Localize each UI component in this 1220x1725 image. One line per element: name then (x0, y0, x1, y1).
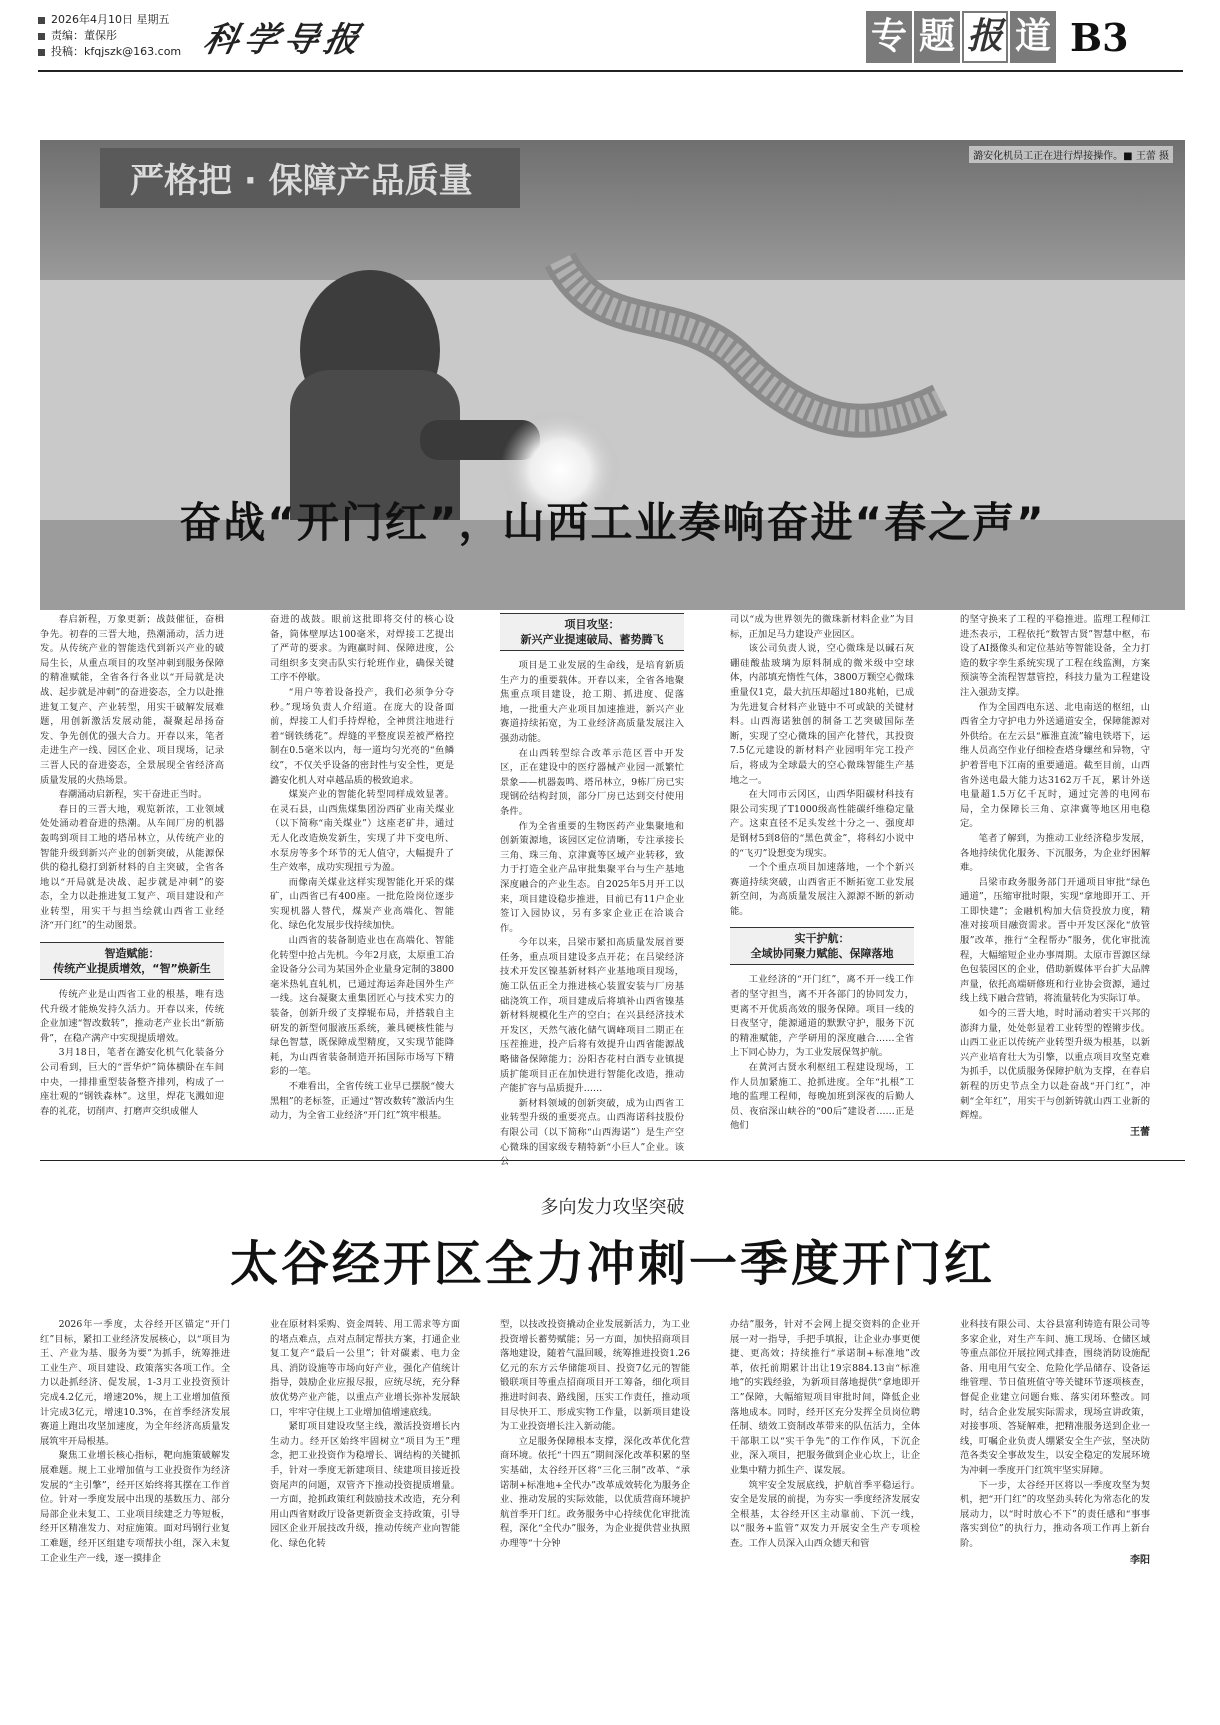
paragraph: 传统产业是山西省工业的根基，唯有迭代升级才能焕发持久活力。开春以来，传统企业加速“智改数转”，推动老产业长出“新筋骨”，在稳产满产中实现提质增效。 (40, 989, 224, 1044)
paragraph: 今年以来，吕梁市紧扣高质量发展首要任务，重点项目建设多点开花；在吕梁经济技术开发区镍基新材料产业基地项目现场，施工队伍正全力推进核心装置安装与厂房基础浇筑工作，项目建成后将填补山西省镍基新材料规模化生产的空白；在兴县经济技术开发区，天然气液化储气调峰项目二期正在压茬推进，投产后将有效提升山西省能源战略储备保障能力；汾阳杏花村白酒专业镇提质扩能项目正在加快进行智能化改造，推动产能扩容与品质提升…… (500, 937, 684, 1095)
subheading-subtitle: 传统产业提质增效，“智”焕新生 (53, 962, 211, 976)
photo-caption: 潞安化机员工正在进行焊接操作。■ 王蕾 摄 (969, 146, 1173, 163)
article2-column-4 (730, 1318, 920, 1552)
paragraph: 新材料领域的创新突破，成为山西省工业转型升级的重要亮点。山西海诺科技股份有限公司（以下简称“山西海诺”）是生产空心微珠的国家级专精特新“小巨人”企业。该公 (500, 1097, 684, 1168)
paragraph: 吕梁市政务服务部门开通项目审批“绿色通道”，压缩审批时限，实现“拿地即开工、开工即快建”；金融机构加大信贷投放力度，精准对接项目融资需求。晋中开发区深化“放管服”改革，推行“全程帮办”服务，优化审批流程，大幅缩短企业办事周期。太原市晋源区绿色包装园区的企业，借助新媒体平台扩大品牌声量，依托高端研修班和行业协会资源，通过线上线下融合营销，将流量转化为实际订单。 (960, 876, 1150, 1005)
article2-column-3 (500, 1318, 690, 1552)
article1-byline: 王蕾 (1130, 1126, 1150, 1138)
bullet-square-icon (38, 17, 45, 24)
subheading-title: 项目攻坚： (564, 618, 620, 631)
paragraph: 业在原材料采购、资金周转、用工需求等方面的堵点难点，点对点制定帮扶方案，打通企业复工复产“最后一公里”；针对碳素、电力金具、消防设施等市场向好产业，强化产值统计指导，鼓励企业应报尽报，应统尽统，充分释放优势产业产能，以重点产业增长弥补发展缺口，牢牢守住规上工业增加值增速底线。 (270, 1319, 460, 1418)
paragraph: 煤炭产业的智能化转型同样成效显著。在灵石县，山西焦煤集团汾西矿业南关煤业（以下简称“南关煤业”）这座老矿井，通过无人化改造焕发新生，实现了井下变电所、水泵房等多个环节的无人值守，大幅提升了生产效率，成功实现扭亏为盈。 (270, 789, 454, 874)
paragraph: 笔者了解到，为推动工业经济稳步发展，各地持续优化服务、下沉服务，为企业纾困解难。 (960, 832, 1150, 874)
issue-meta (38, 12, 181, 60)
paragraph: 型，以技改投资撬动企业发展新活力，为工业投资增长蓄势赋能；另一方面，加快招商项目落地建设，随着气温回暖，统筹推进投资1.26亿元的东方云华储能项目、投资7亿元的智能锻联项目等重点招商项目开工筹备，细化项目推进时间表、路线图，压实工作责任，推动项目尽快开工、形成实物工作量，以新项目建设为工业投资增长注入新动能。 (500, 1319, 690, 1433)
issue-date: 2026年4月10日 星期五 (51, 13, 170, 26)
newspaper-logo: 科学导报 (200, 20, 369, 60)
article1-column-5 (960, 613, 1150, 1140)
subheading-subtitle: 新兴产业提速破局、蓄势腾飞 (520, 633, 664, 646)
paragraph: 工业经济的“开门红”，离不开一线工作者的坚守担当，离不开各部门的协同发力，更离不开优质高效的服务保障。项目一线的日夜坚守，能源通道的默默守护，服务下沉的精准赋能，产学研用的深度融合……全省上下同心协力，为工业发展保驾护航。 (730, 974, 914, 1059)
paragraph: 办结”服务，针对不会网上提交资料的企业开展一对一指导，手把手填报，让企业办事更便捷、更高效；持续推行“承诺制+标准地”改革，依托前期累计出让19宗884.13亩“标准地”的实践经验，为新项目落地提供“拿地即开工”保障，大幅缩短项目审批时间，降低企业落地成本。同时，经开区充分发挥全员岗位聘任制、绩效工资制改革带来的队伍活力，全体干部职工以“实干争先”的工作作风，下沉企业，深入项目，把服务做到企业心坎上，让企业集中精力抓生产、谋发展。 (730, 1319, 920, 1476)
section-char: 专 (866, 11, 912, 63)
subheading-subtitle: 全域协同聚力赋能、保障落地 (750, 947, 894, 961)
paragraph: “用户等着设备投产，我们必须争分夺秒。”现场负责人介绍道。在庞大的设备面前，焊接工人们手持焊枪，全神贯注地进行着“钢铁绣花”。焊缝的平整度误差被严格控制在0.5毫米以内，每一道均匀光亮的“鱼鳞纹”，不仅关乎设备的密封性与安全性，更是潞安化机人对卓越品质的极致追求。 (270, 686, 454, 786)
paragraph: 而像南关煤业这样实现智能化开采的煤矿，山西省已有400座。一批危险岗位逐步实现机器人替代，煤炭产业高端化、智能化、绿色化发展步伐持续加快。 (270, 876, 454, 932)
article2-column-1 (40, 1318, 230, 1566)
article1-column-3 (500, 613, 684, 1170)
paragraph: 如今的三晋大地，时时涌动着实干兴邦的澎湃力量，处处彰显着工业转型的铿锵步伐。山西工业正以传统产业转型升级为根基，以新兴产业培育壮大为引擎，以重点项目攻坚克难为抓手，以优质服务保障护航为支撑，在春启新程的历史节点全力以赴奋战“开门红”，冲刺“全年红”，用实干与创新铸就山西工业新的辉煌。 (960, 1008, 1150, 1122)
bullet-square-icon (38, 49, 45, 56)
page-number: B3 (1070, 14, 1129, 60)
subheading-smart-manufacturing (40, 942, 224, 980)
article1-headline: 奋战“开门红”，山西工业奏响奋进“春之声” (179, 498, 1046, 547)
submission-email: 投稿：kfqjszk@163.com (51, 45, 182, 58)
paragraph: 在黄河古贤水利枢纽工程建设现场，工作人员加紧施工、抢抓进度。全年“扎根”工地的监理工程师，每晚加班到深夜的后勤人员、夜宿深山峡谷的“00后”建设者……正是他们 (730, 1062, 914, 1132)
paragraph: 项目是工业发展的生命线，是培育新质生产力的重要载体。开春以来，全省各地聚焦重点项目建设，抢工期、抓进度、促落地，一批重大产业项目加速推进，新兴产业赛道持续拓宽，为工业经济高质量发展注入强劲动能。 (500, 660, 684, 744)
section-header (866, 8, 1166, 66)
paragraph: 紧盯项目建设攻坚主线，激活投资增长内生动力。经开区始终牢固树立“项目为王”理念，把工业投资作为稳增长、调结构的关键抓手，针对一季度无新建项目、续建项目接近投资尾声的问题，双管齐下推动投资提质增量。一方面，抢抓政策红利鼓励技术改造，充分利用山西省财政厅设备更新资金支持政策，引导园区企业开展技改升级，推动传统产业向智能化、绿色化转 (270, 1421, 460, 1549)
paragraph: 春启新程，万象更新；战鼓催征，奋楫争先。初春的三晋大地，热潮涌动，活力迸发。从传统产业的智能迭代到新兴产业的破局生长，从重点项目的攻坚冲刺到服务保障的精准赋能，全省各行各业以“开局就是决战、起步就是冲刺”的奋进姿态，全力以赴推进复工复产、产业转型，用实干破解发展难题，用创新激活发展动能，凝聚起昂扬奋发、争先创优的强大合力。开春以来，笔者走进生产一线、园区企业、项目现场，记录三晋人民的奋进姿态，全景展现全省经济高质量发展的火热场景。 (40, 614, 224, 786)
article1-column-4 (730, 613, 914, 1134)
paragraph: 春潮涌动启新程，实干奋进正当时。 (58, 789, 208, 801)
article2-column-2 (270, 1318, 460, 1552)
paragraph: 在大同市云冈区，山西华阳碳材科技有限公司实现了T1000级高性能碳纤维稳定量产。这束直径不足头发丝十分之一、强度却是钢材5到8倍的“黑色黄金”，将科幻小说中的“飞刃”设想变为现实。 (730, 789, 914, 859)
paragraph: 在山西转型综合改革示范区晋中开发区，正在建设中的医疗器械产业园一派繁忙景象——机器轰鸣、塔吊林立，9栋厂房已实现钢砼结构封顶，部分厂房已达到交付使用条件。 (500, 747, 684, 817)
article1-column-1 (40, 613, 224, 1119)
paragraph: 不难看出，全省传统工业早已摆脱“傻大黑粗”的老标签，正通过“智改数转”激活内生动力，为全省工业经济“开门红”筑牢根基。 (270, 1081, 454, 1122)
paragraph: 筑牢安全发展底线，护航首季平稳运行。安全是发展的前提，为夯实一季度经济发展安全根基，太谷经开区主动靠前、下沉一线，以“服务+监管”双发力开展安全生产专项检查。工作人员深入山西众德天和管 (730, 1479, 920, 1549)
middle-rule (40, 1160, 1185, 1161)
section-char: 报 (962, 11, 1008, 63)
paragraph: 立足服务保障根本支撑，深化改革优化营商环境。依托“十四五”期间深化改革积累的坚实基础，太谷经开区将“三化三制”改革、“承诺制+标准地+全代办”改革成效转化为服务企业、推动发展的实际效能，以优质营商环境护航首季开门红。政务服务中心持续优化审批流程，深化“全代办”服务，为企业提供营业执照办理等“十分钟 (500, 1435, 690, 1549)
subheading-service-guarantee (730, 927, 914, 965)
editor-line: 责编：董保彤 (51, 29, 117, 42)
subheading-title: 实干护航： (794, 932, 850, 946)
paragraph: 山西省的装备制造业也在高端化、智能化转型中抢占先机。今年2月底，太原重工冶金设备分公司为某国外企业量身定制的3800毫米热轧直轧机，已通过海运奔赴国外生产一线。这台凝聚太重集团匠心与技术实力的装备，创新升级了支撑辊布局，并搭载自主研发的新型伺服液压系统，兼具硬核性能与绿色智慧，既保障成型精度，又实现节能降耗，为山西省装备制造开拓国际市场写下精彩的一笔。 (270, 935, 454, 1078)
subheading-title: 智造赋能： (104, 947, 160, 961)
article1-column-2 (270, 613, 454, 1124)
paragraph: 的坚守换来了工程的平稳推进。监理工程师江进杰表示，工程依托“数智古贤”智慧中枢，布设了AI摄像头和定位基站等智能设备，全力打造的数字孪生系统实现了工程在线监测，方案预演等全流程智慧管控，科技力量为工程建设注入强劲支撑。 (960, 614, 1150, 698)
top-rule (38, 70, 1183, 72)
paragraph: 2026年一季度，太谷经开区锚定“开门红”目标，紧扣工业经济发展核心，以“项目为王、产业为基、服务为要”为抓手，统筹推进工业生产、项目建设、政策落实各项工作。全力以赴抓经济、促发展，1-3月工业投资预计完成4.2亿元，增速20%，规上工业增加值预计完成3亿元，增速10.3%，在首季经济发展赛道上跑出攻坚加速度，为全年经济高质量发展筑牢开局根基。 (40, 1319, 230, 1447)
paragraph: 春日的三晋大地，观览新浓，工业领域处处涌动着奋进的热潮。从车间厂房的机器轰鸣到项目工地的塔吊林立，从传统产业的智能升级到新兴产业的创新突破，从能源保供的稳扎稳打到新材料的自主突破，全省各地以“开局就是决战、起步就是冲刺”的姿态，全力以赴推进复工复产、项目建设和产业转型，用实干与担当绘就山西省工业经济“开门红”的生动图景。 (40, 803, 224, 932)
article2-headline: 太谷经开区全力冲刺一季度开门红 (229, 1236, 995, 1292)
article2-kicker: 多向发力攻坚突破 (540, 1197, 685, 1218)
article2-column-5 (960, 1318, 1150, 1568)
paragraph: 业科技有限公司、太谷县富利铸造有限公司等多家企业，对生产车间、施工现场、仓储区域等重点部位开展拉网式排查，围绕消防设施配备、用电用气安全、危险化学品储存、设备运维管理、节日值班值守等关键环节逐项核查，督促企业建立问题台账、落实闭环整改。同时，结合企业发展实际需求，现场宣讲政策，对接事项、答疑解难，把精准服务送到企业一线，叮嘱企业负责人绷紧安全生产弦，坚决防范各类安全事故发生，以安全稳定的发展环境为冲刺一季度开门红筑牢坚实屏障。 (960, 1319, 1150, 1476)
section-char: 道 (1010, 11, 1056, 63)
subheading-project-push (500, 613, 684, 651)
paragraph: 3月18日，笔者在潞安化机气化装备分公司看到，巨大的“晋华炉”筒体横卧在车间中央，一排排重型装备整齐排列，构成了一座壮观的“钢铁森林”。这里，焊花飞溅如迎春的礼花，切削声、打磨声交织成催人 (40, 1047, 224, 1117)
paragraph: 作为全国西电东送、北电南送的枢纽，山西省全力守护电力外送通道安全，保障能源对外供给。在左云县“雁淮直流”输电铁塔下，运维人员高空作业仔细检查塔身螺丝和异物，守护着晋电下江南的重要通道。截至目前，山西省外送电最大能力达3162万千瓦，累计外送电量超1.5万亿千瓦时，通过完善的电网布局，全力保障长三角、京津冀等地区用电稳定。 (960, 701, 1150, 830)
bullet-square-icon (38, 33, 45, 40)
paragraph: 一个个重点项目加速落地，一个个新兴赛道持续突破，山西省正不断拓宽工业发展新空间，为高质量发展注入源源不断的新动能。 (730, 862, 914, 917)
paragraph: 司以“成为世界领先的微珠新材料企业”为目标，正加足马力建设产业园区。 (730, 614, 914, 640)
paragraph: 该公司负责人说，空心微珠是以碱石灰硼硅酸盐玻璃为原料制成的微米级中空球体，内部填充惰性气体，3800万颗空心微珠重量仅1克，最大抗压却超过180兆帕，已成为先进复合材料产业链中不可或缺的关键材料。山西海诺独创的制备工艺突破国际垄断，实现了空心微珠的国产化替代，其投资7.5亿元建设的新材料产业园明年完工投产后，将成为全球最大的空心微珠智能生产基地之一。 (730, 643, 914, 786)
paragraph: 下一步，太谷经开区将以一季度攻坚为契机，把“开门红”的攻坚劲头转化为常态化的发展动力，以“时时放心不下”的责任感和“事事落实到位”的执行力，推动各项工作再上新台阶。 (960, 1479, 1150, 1549)
paragraph: 作为全省重要的生物医药产业集聚地和创新策源地，该园区定位清晰，专注承接长三角、珠三角、京津冀等区域产业转移，致力于打造全业产品审批集聚平台与生产基地深度融合的产业生态。自2025年5月开工以来，项目建设稳步推进，目前已有11户企业签订入园协议，另有多家企业正在洽谈合作。 (500, 820, 684, 934)
section-char: 题 (914, 11, 960, 63)
paragraph: 聚焦工业增长核心指标，靶向施策破解发展难题。规上工业增加值与工业投资作为经济发展的“主引擎”，经开区始终将其摆在工作首位。针对一季度发展中出现的基数压力、部分局部企业未复工、工业项目续建乏力等短板，经开区精准发力、对症施策。面对玛钢行业复工难题，经开区组建专项帮扶小组，深入未复工企业生产一线，逐一摸排企 (40, 1450, 230, 1564)
paragraph: 奋进的战鼓。眼前这批即将交付的核心设备，筒体壁厚达100毫米，对焊接工艺提出了严苛的要求。为跑赢时间、保障进度，公司组织多支突击队实行轮班作业，确保关键工序不停歇。 (270, 614, 454, 684)
article2-byline: 李阳 (1130, 1554, 1150, 1566)
wall-slogan: 严格把 · 保障产品质量 (130, 161, 473, 201)
section-title (866, 11, 1056, 63)
